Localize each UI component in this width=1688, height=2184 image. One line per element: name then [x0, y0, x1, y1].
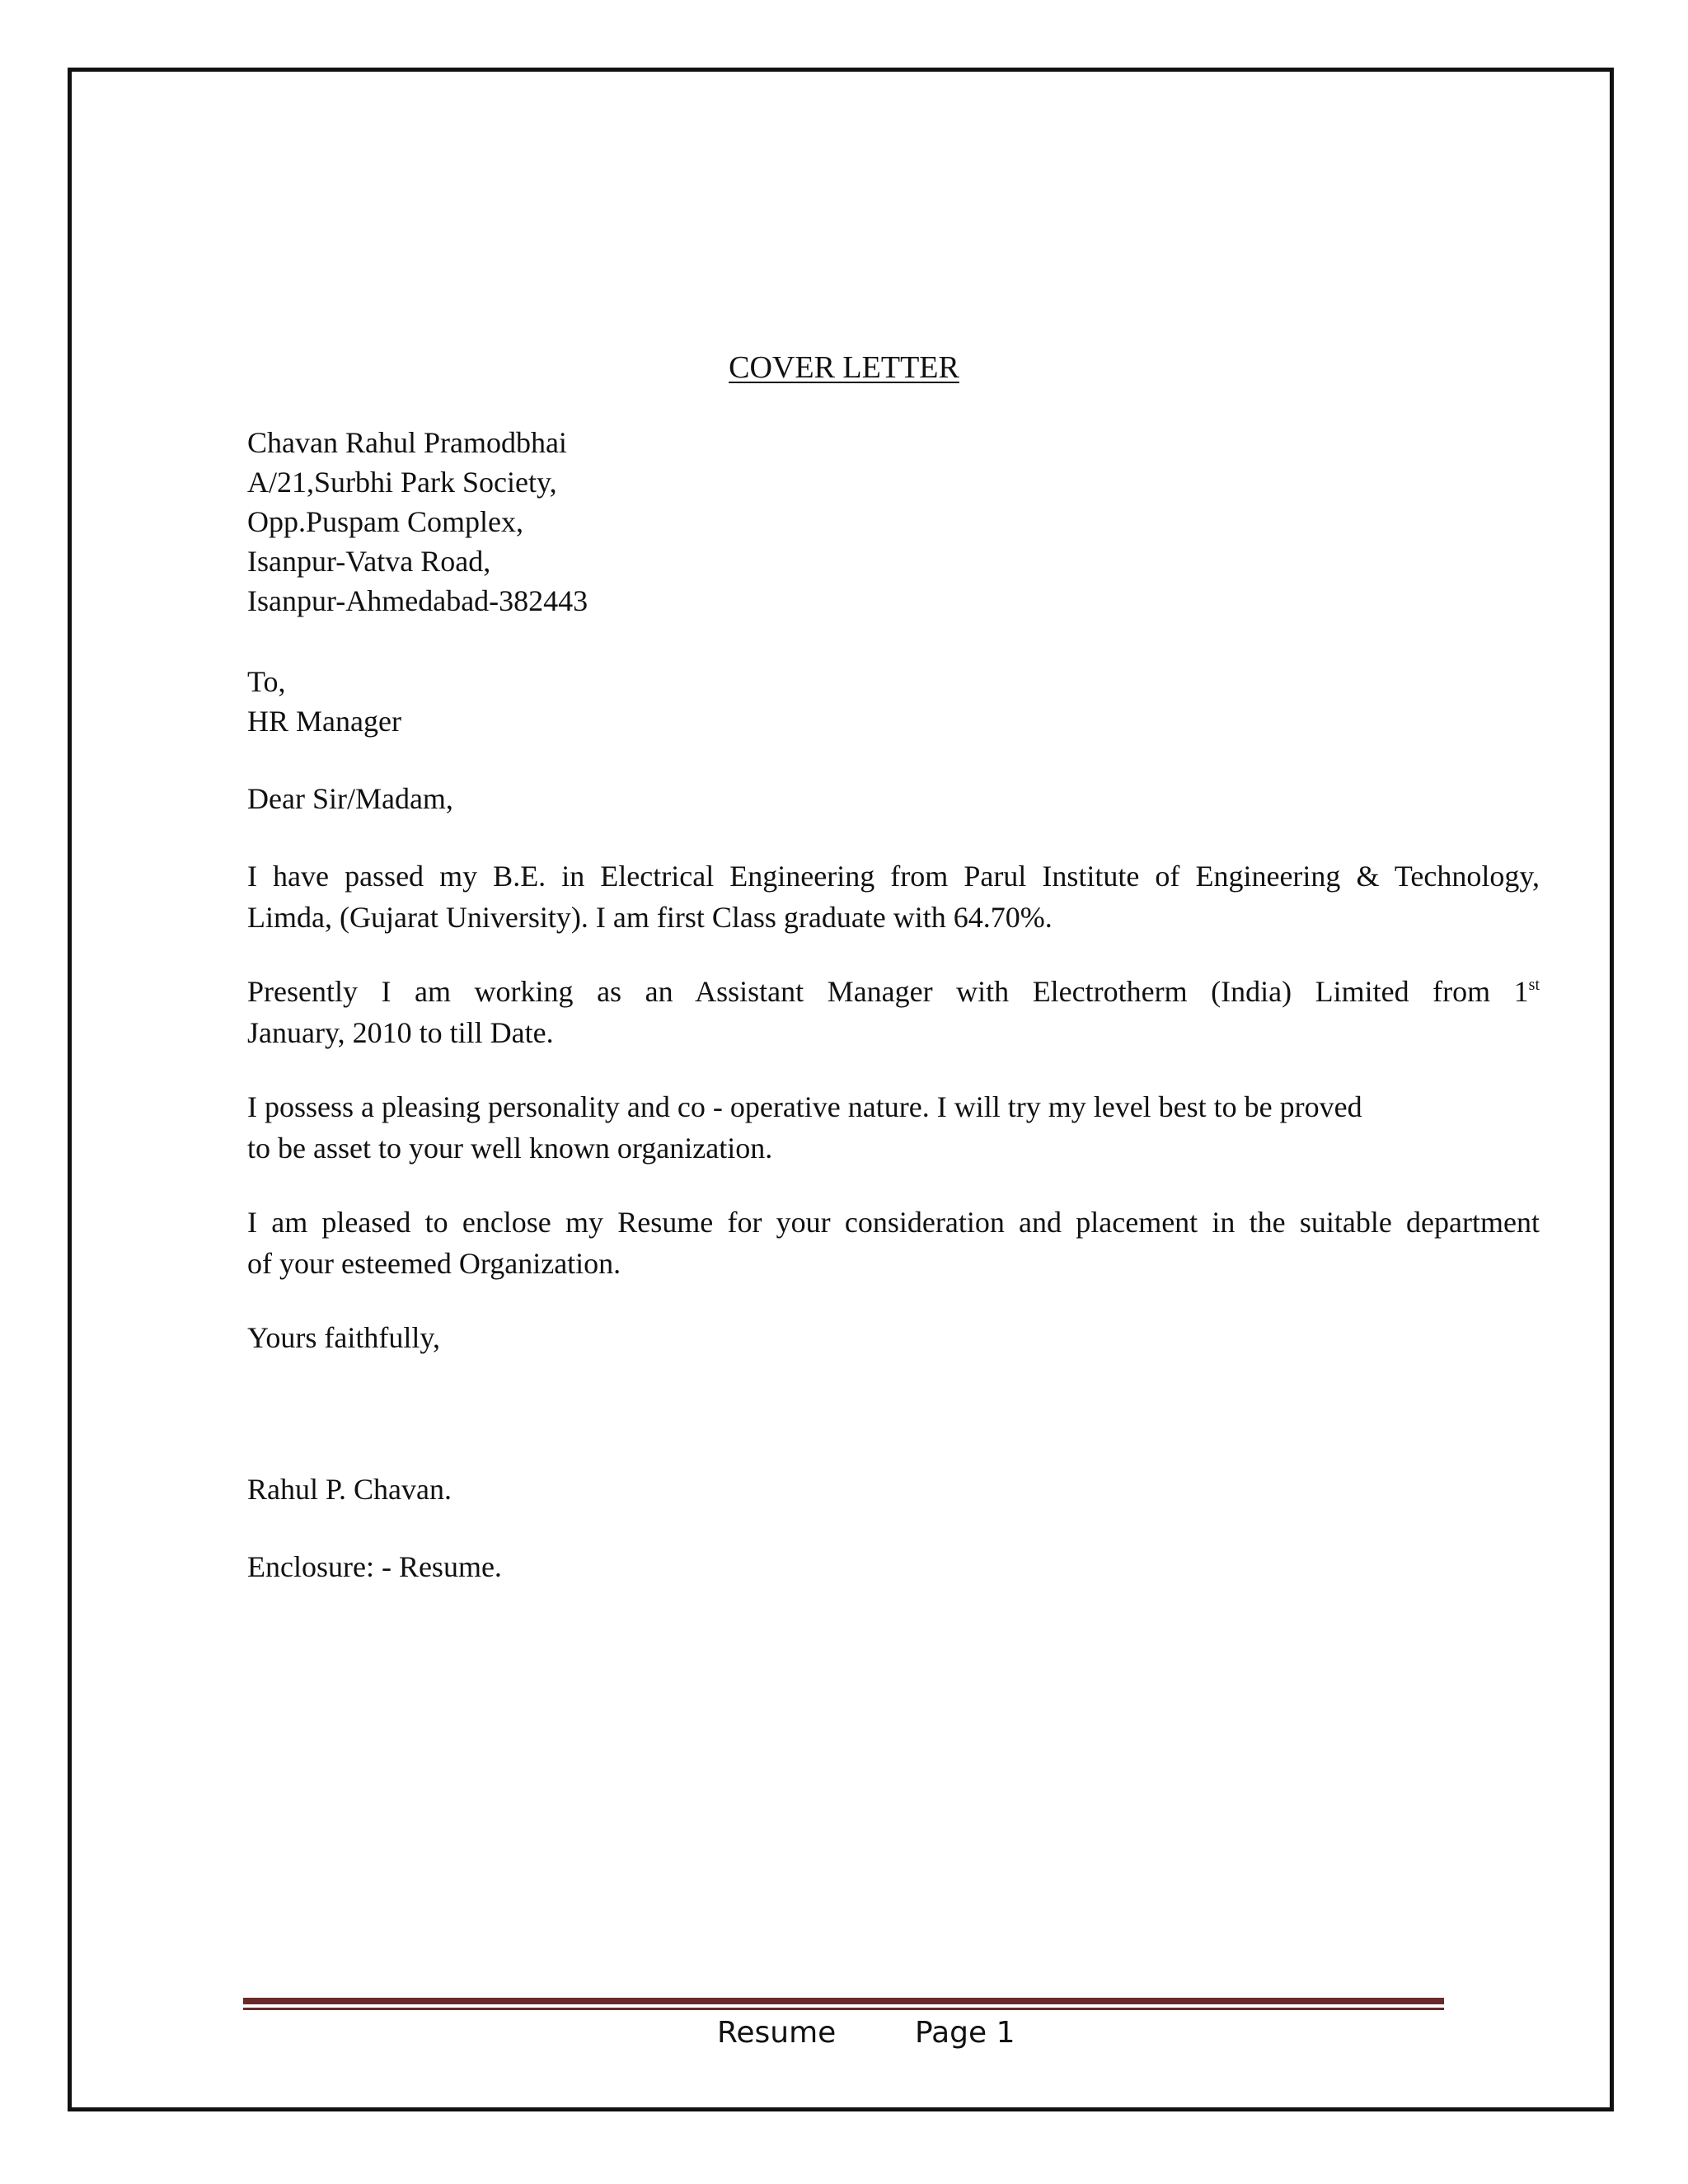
- closing: Yours faithfully,: [247, 1321, 441, 1354]
- paragraph-line: I possess a pleasing personality and co - operative nature. I will try my level best to be proved: [247, 1090, 1362, 1123]
- letter-title: [0, 346, 1688, 389]
- footer-rule-thin: [243, 2008, 1444, 2010]
- paragraph-line: [247, 971, 1540, 1012]
- letter-title-text: COVER LETTER: [729, 350, 959, 385]
- paragraph-line: Limda, (Gujarat University). I am first Class graduate with 64.70%.: [247, 901, 1053, 934]
- paragraph-text: Presently I am working as an Assistant Manager with Electrotherm (India) Limited from 1: [247, 975, 1529, 1008]
- paragraph-line: I have passed my B.E. in Electrical Engineering from Parul Institute of Engineering & Technology,: [247, 860, 1540, 893]
- footer-label: Resume: [717, 2016, 837, 2050]
- salutation: Dear Sir/Madam,: [247, 782, 453, 815]
- sender-name: Chavan Rahul Pramodbhai: [247, 426, 567, 459]
- signature: Rahul P. Chavan.: [247, 1473, 452, 1506]
- recipient-name: HR Manager: [247, 705, 401, 738]
- sender-address-line: Isanpur-Vatva Road,: [247, 545, 491, 578]
- sender-address-line: Isanpur-Ahmedabad-382443: [247, 584, 588, 617]
- enclosure: Enclosure: - Resume.: [247, 1550, 502, 1583]
- footer-rule: [243, 1998, 1444, 2004]
- paragraph-line: I am pleased to enclose my Resume for your consideration and placement in the suitable department: [247, 1206, 1540, 1239]
- paragraph-line: to be asset to your well known organization.: [247, 1132, 773, 1165]
- paragraph-line: January, 2010 to till Date.: [247, 1016, 554, 1049]
- sender-address-line: A/21,Surbhi Park Society,: [247, 466, 557, 499]
- footer-page-number: Page 1: [915, 2016, 1015, 2050]
- paragraph-line: of your esteemed Organization.: [247, 1247, 621, 1280]
- recipient-to: To,: [247, 665, 286, 698]
- ordinal-suffix: st: [1528, 976, 1540, 994]
- sender-address-line: Opp.Puspam Complex,: [247, 505, 524, 538]
